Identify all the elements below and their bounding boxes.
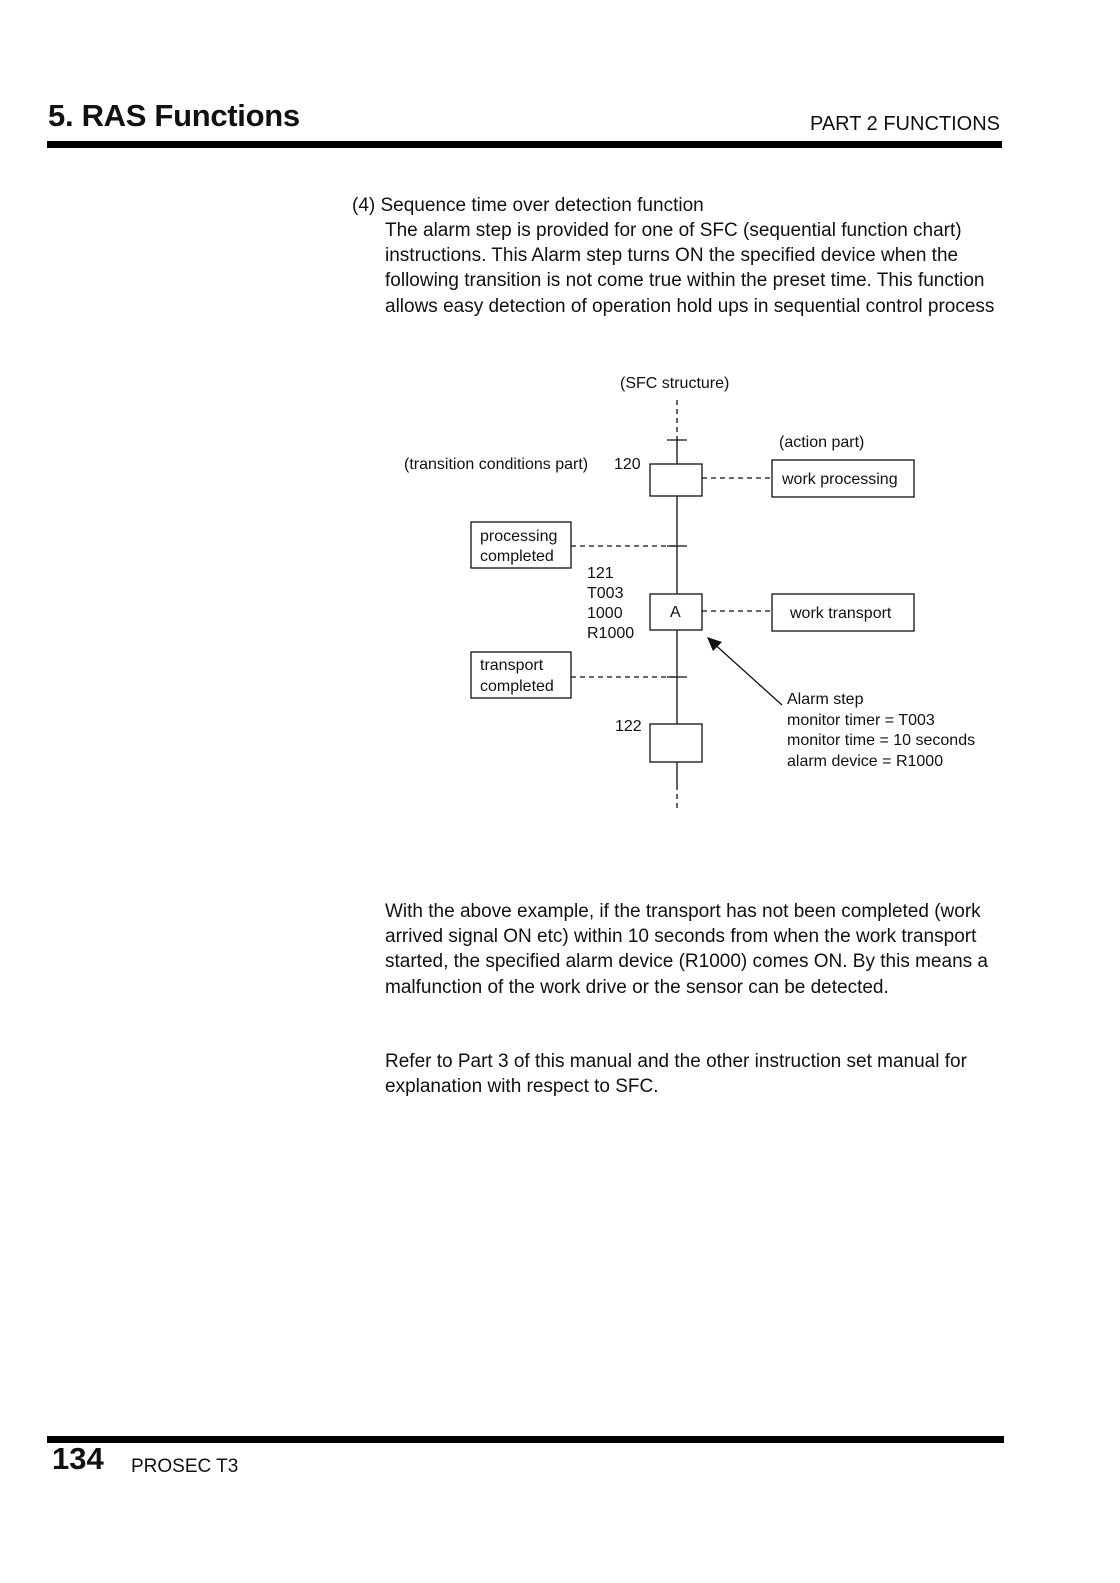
transition-part-label: (transition conditions part) (404, 456, 589, 473)
explanation-paragraph: With the above example, if the transport has not been completed (work arrived signal ON etc) within 10 seconds from when the work transport started, the specified alarm device (R1000) comes ON. By this means a malfunction of the work drive or the sensor can be detected. (385, 901, 988, 998)
step-120-box (650, 464, 702, 496)
action-part-label: (action part) (779, 434, 865, 451)
annotation-line-3: monitor time = 10 seconds (787, 732, 976, 749)
annotation-line-4: alarm device = R1000 (787, 753, 944, 770)
subsection-heading: (4) Sequence time over detection function (352, 195, 704, 216)
annotation-line-2: monitor timer = T003 (787, 712, 935, 729)
step-122-box (650, 724, 702, 762)
reference-paragraph: Refer to Part 3 of this manual and the other instruction set manual for explanation with respect to SFC. (385, 1051, 967, 1098)
step-number-122: 122 (615, 718, 642, 735)
annotation-arrow-line (711, 641, 782, 705)
action-label-work-processing: work processing (782, 471, 898, 488)
part-label: PART 2 FUNCTIONS (809, 113, 1000, 135)
section-title: 5. RAS Functions (48, 98, 300, 133)
subsection-paragraph: The alarm step is provided for one of SFC (sequential function chart) instructions. This Alarm step turns ON the specified device when the following transition is not come true within the preset time. This function allows easy detection of operation hold ups in sequential control process (385, 220, 995, 317)
annotation-line-1: Alarm step (787, 691, 864, 708)
alarm-param-device: R1000 (587, 625, 635, 642)
product-name: PROSEC T3 (131, 1456, 239, 1477)
transition-2-line1: transport (480, 657, 544, 674)
transition-1-line1: processing (480, 528, 558, 545)
alarm-param-time: 1000 (587, 605, 623, 622)
footer-rule (47, 1436, 1004, 1443)
transition-1-line2: completed (480, 548, 554, 565)
page-number: 134 (52, 1441, 104, 1476)
diagram-title: (SFC structure) (620, 375, 730, 392)
alarm-param-timer: T003 (587, 585, 624, 602)
alarm-param-step: 121 (587, 565, 614, 582)
alarm-step-label: A (670, 604, 681, 621)
step-number-120: 120 (614, 456, 641, 473)
action-label-work-transport: work transport (790, 605, 892, 622)
transition-2-line2: completed (480, 678, 554, 695)
